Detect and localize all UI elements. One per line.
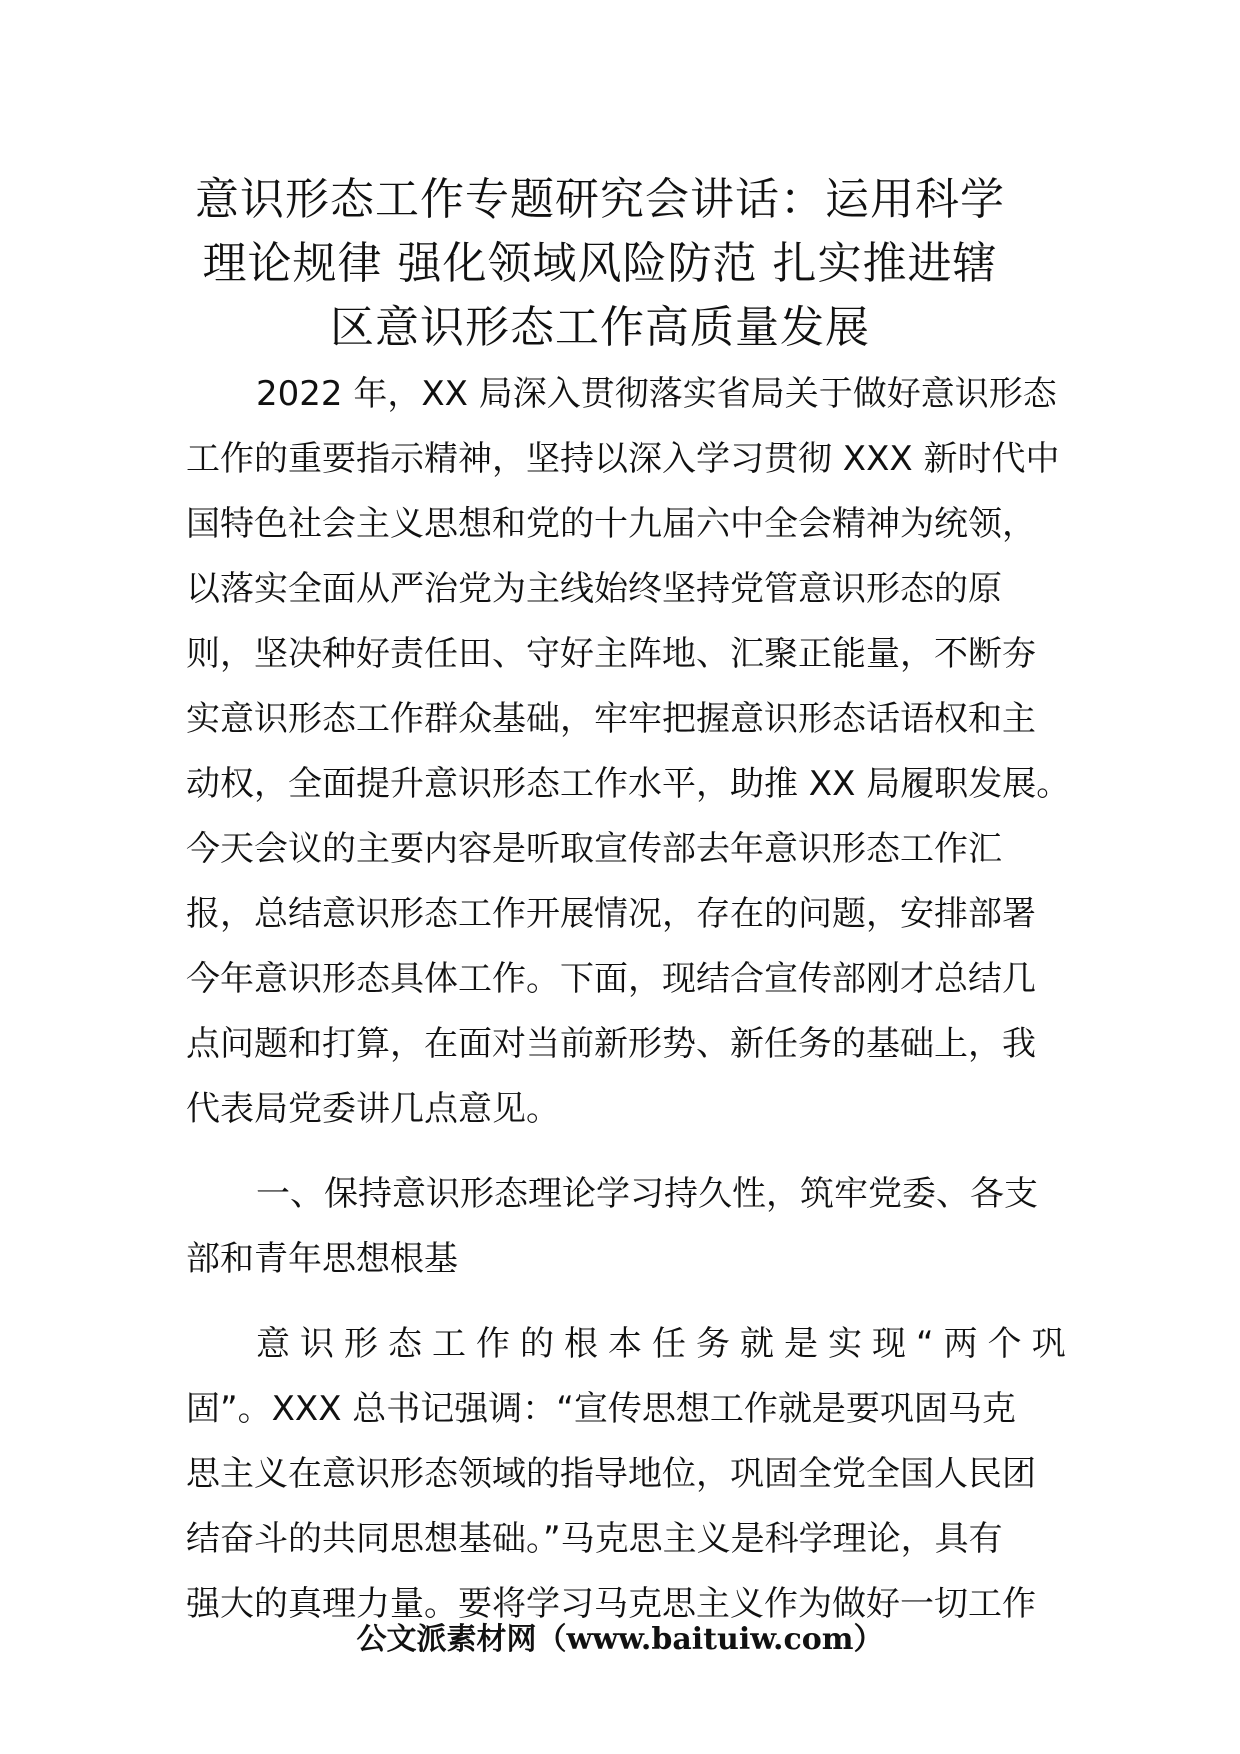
document-body <box>186 362 1076 1637</box>
footer-source: 公文派素材网（www.baituiw.com） <box>356 1622 884 1657</box>
paragraph-line: 思主义在意识形态领域的指导地位，巩固全党全国人民团 <box>186 1454 1036 1494</box>
paragraph-line: 2022 年，XX 局深入贯彻落实省局关于做好意识形态 <box>256 374 1057 414</box>
paragraph-line: 意识形态工作的根本任务就是实现“两个巩 <box>256 1324 1076 1364</box>
paragraph-line: 国特色社会主义思想和党的十九届六中全会精神为统领， <box>186 504 1036 544</box>
section-heading-line: 部和青年思想根基 <box>186 1239 458 1279</box>
document-title <box>150 168 1050 360</box>
paragraph-line: 以落实全面从严治党为主线始终坚持党管意识形态的原 <box>186 569 1002 609</box>
paragraph-line: 报，总结意识形态工作开展情况，存在的问题，安排部署 <box>186 894 1036 934</box>
paragraph-line: 结奋斗的共同思想基础。”马克思主义是科学理论，具有 <box>186 1519 1003 1559</box>
paragraph-line: 固”。XXX 总书记强调：“宣传思想工作就是要巩固马克 <box>186 1389 1016 1429</box>
title-line: 区意识形态工作高质量发展 <box>330 302 870 353</box>
paragraph-line: 动权，全面提升意识形态工作水平，助推 XX 局履职发展。 <box>186 764 1071 804</box>
section-heading-line: 一、保持意识形态理论学习持久性，筑牢党委、各支 <box>256 1174 1038 1214</box>
paragraph-line: 则，坚决种好责任田、守好主阵地、汇聚正能量，不断夯 <box>186 634 1036 674</box>
paragraph-line: 点问题和打算，在面对当前新形势、新任务的基础上，我 <box>186 1024 1036 1064</box>
paragraph-line: 实意识形态工作群众基础，牢牢把握意识形态话语权和主 <box>186 699 1036 739</box>
title-line: 理论规律 强化领域风险防范 扎实推进辖 <box>202 238 998 289</box>
title-line: 意识形态工作专题研究会讲话：运用科学 <box>195 174 1005 225</box>
paragraph-line: 强大的真理力量。要将学习马克思主义作为做好一切工作 <box>186 1584 1036 1624</box>
paragraph-line: 今年意识形态具体工作。下面，现结合宣传部刚才总结几 <box>186 959 1036 999</box>
paragraph-line: 代表局党委讲几点意见。 <box>186 1089 560 1129</box>
paragraph-line: 今天会议的主要内容是听取宣传部去年意识形态工作汇 <box>186 829 1002 869</box>
paragraph-line: 工作的重要指示精神，坚持以深入学习贯彻 XXX 新时代中 <box>186 439 1060 479</box>
paragraph-gap <box>186 1292 1066 1312</box>
paragraph-gap <box>186 1142 1066 1162</box>
